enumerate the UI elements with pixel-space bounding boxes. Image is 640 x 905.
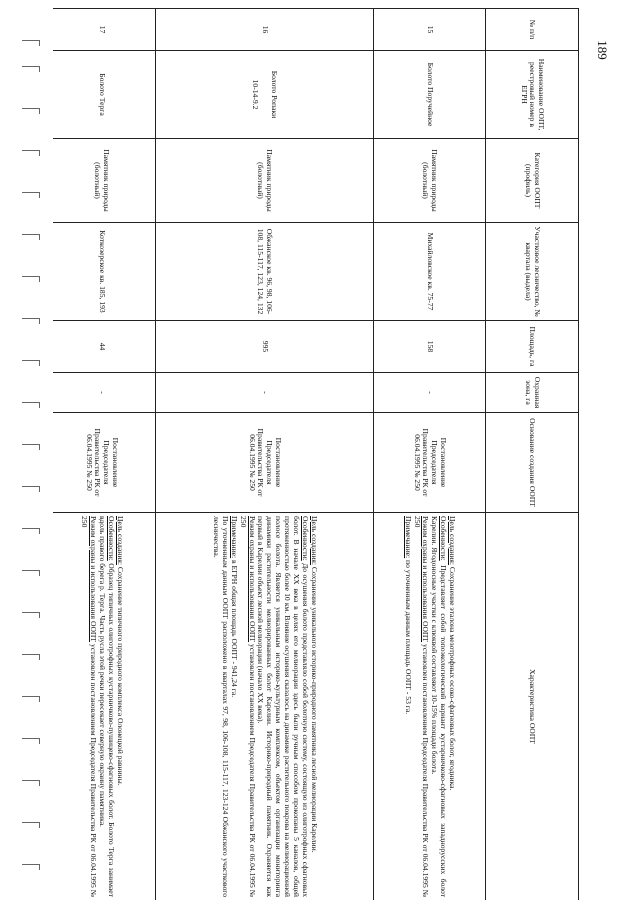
row-description — [374, 513, 486, 901]
desc-paragraph — [309, 516, 318, 897]
desc-label: Цель создания: — [310, 516, 320, 565]
row-forestry: Обжанское кв. 96, 98, 106-108, 115-117, 123, 124, 132 — [156, 223, 374, 321]
desc-text: в ЕГРН общая площадь ООПТ - 941,24 га. — [229, 558, 239, 698]
row-zone: - — [53, 373, 156, 413]
desc-text: установлен постановлением Председателя Правительства РК от 06.04.1995 № 250 — [238, 516, 257, 897]
binding-margin-marks — [12, 40, 42, 880]
table-row — [53, 9, 156, 901]
row-zone: - — [156, 373, 374, 413]
desc-label: Режим охраны и использования ООПТ — [421, 516, 431, 643]
desc-paragraph — [97, 516, 115, 897]
desc-paragraph — [238, 516, 256, 897]
desc-text: Сохранение уникального историко-природного памятника лесной мелиорации Карелии. — [310, 565, 320, 853]
desc-text: установлен постановлением Председателя Правительства РК от 06.04.1995 № 250 — [412, 516, 431, 897]
col-header-category: Категория ООПТ (профиль) — [486, 139, 579, 223]
row-forestry: Михайловское кв. 75-77 — [374, 223, 486, 321]
desc-label: Цель создания: — [115, 516, 125, 565]
desc-paragraph — [115, 516, 124, 897]
row-area: 158 — [374, 321, 486, 373]
row-name-text: Болото Терга — [97, 73, 107, 116]
row-registry-number: 10-14-9.2 — [251, 79, 261, 110]
row-name-text: Болото Ропаки — [270, 70, 280, 119]
row-basis: Постановление Председателя Правительства РК от 06.04.1995 № 250 — [374, 413, 486, 513]
row-category: Памятник природы (болотный) — [374, 139, 486, 223]
row-forestry: Коткозерское кв. 185, 193 — [53, 223, 156, 321]
desc-paragraph — [256, 516, 310, 897]
row-basis: Постановление Председателя Правительства РК от 06.04.1995 № 250 — [156, 413, 374, 513]
desc-paragraph — [211, 516, 229, 897]
row-description — [156, 513, 374, 901]
desc-label: Цель создания: — [448, 516, 458, 565]
oopt-registry-table — [53, 8, 579, 900]
desc-text: Образец типичных олиготрофных кустарничково-пушицево-сфагновых болот. Болото Терга занимает вдоль правого берега р. Терга. Часть русла этой речки пересекает северную окраину памятника. — [97, 516, 116, 897]
table-row — [374, 9, 486, 901]
desc-text: До осушения болото представляло собой болотную систему, состоящую из олиготрофных сфагновых болот. В начале XX века в целях его мелиорации здесь были ручным способом прокопаны 5 каналов, общей протяженностью более 10 км. Влияние осушения сказалось на динамике растительного покрова на мелиорационной полосе болота. Является уникальным историко-культурным комплексом, объектом организации мониторинга динамики растительности мелиорированных болот Карелии. Историко-природный памятник. Охраняется как первый в Карелии объект лесной мелиорации (начало XX века). — [256, 516, 311, 897]
col-header-zone: Охранная зона, га — [486, 373, 579, 413]
desc-paragraph — [229, 516, 238, 897]
col-header-forestry: Участковое лесничество, № квартала (выдела) — [486, 223, 579, 321]
desc-label: Режим охраны и использования ООПТ — [247, 516, 257, 643]
table-row — [156, 9, 374, 901]
desc-paragraph — [403, 516, 412, 897]
rotated-page — [53, 8, 579, 900]
col-header-name: Наименование ООПТ, реестровый номер в ЕГРН — [486, 51, 579, 139]
row-name — [53, 51, 156, 139]
col-header-num: № п/п — [486, 9, 579, 51]
row-area: 995 — [156, 321, 374, 373]
desc-paragraph — [412, 516, 430, 897]
desc-label: Примечание: — [403, 516, 413, 559]
row-num: 16 — [156, 9, 374, 51]
col-header-area: Площадь, га — [486, 321, 579, 373]
desc-label: Примечание: — [229, 516, 239, 559]
table-header-row — [486, 9, 579, 901]
desc-text: Сохранение эталона мезотрофных осоко-сфагновых болот, ягодника. — [448, 565, 458, 791]
row-zone: - — [374, 373, 486, 413]
desc-paragraph — [430, 516, 448, 897]
desc-label: Особенности: — [439, 516, 449, 561]
row-area: 44 — [53, 321, 156, 373]
desc-paragraph — [447, 516, 456, 897]
row-category: Памятник природы (болотный) — [156, 139, 374, 223]
row-name-text: Болото Поручейное — [425, 62, 435, 127]
desc-label: Особенности: — [301, 516, 311, 561]
desc-text: Представляет собой топоэкологический вариант кустарничково-сфагновых западнорусских болот Карелии. Ягодоносные участки с клюквой составляют 10-15% площади болота. — [430, 516, 449, 897]
desc-text: По уточненным данным ООПТ расположено в кварталах 97, 98, 106-108, 115-117, 123-124 Обжанского участкового лесничества. — [211, 516, 230, 897]
desc-text: установлен постановлением Председателя Правительства РК от 06.04.1995 № 250 — [80, 516, 99, 897]
row-name — [374, 51, 486, 139]
row-category: Памятник природы (болотный) — [53, 139, 156, 223]
row-name — [156, 51, 374, 139]
row-basis: Постановление Председателя Правительства РК от 06.04.1995 № 250 — [53, 413, 156, 513]
desc-label: Режим охраны и использования ООПТ — [89, 516, 99, 643]
row-description — [53, 513, 156, 901]
page-number: 189 — [594, 40, 610, 60]
row-num: 15 — [374, 9, 486, 51]
desc-paragraph — [79, 516, 97, 897]
desc-text: Сохранение типичного природного комплекса Олонецкой равнины. — [115, 565, 125, 786]
row-num: 17 — [53, 9, 156, 51]
col-header-basis: Основание создания ООПТ — [486, 413, 579, 513]
col-header-description: Характеристика ООПТ — [486, 513, 579, 901]
desc-label: Особенности: — [106, 516, 116, 561]
desc-text: по уточненным данным площадь ООПТ - 53 га. — [403, 558, 413, 715]
